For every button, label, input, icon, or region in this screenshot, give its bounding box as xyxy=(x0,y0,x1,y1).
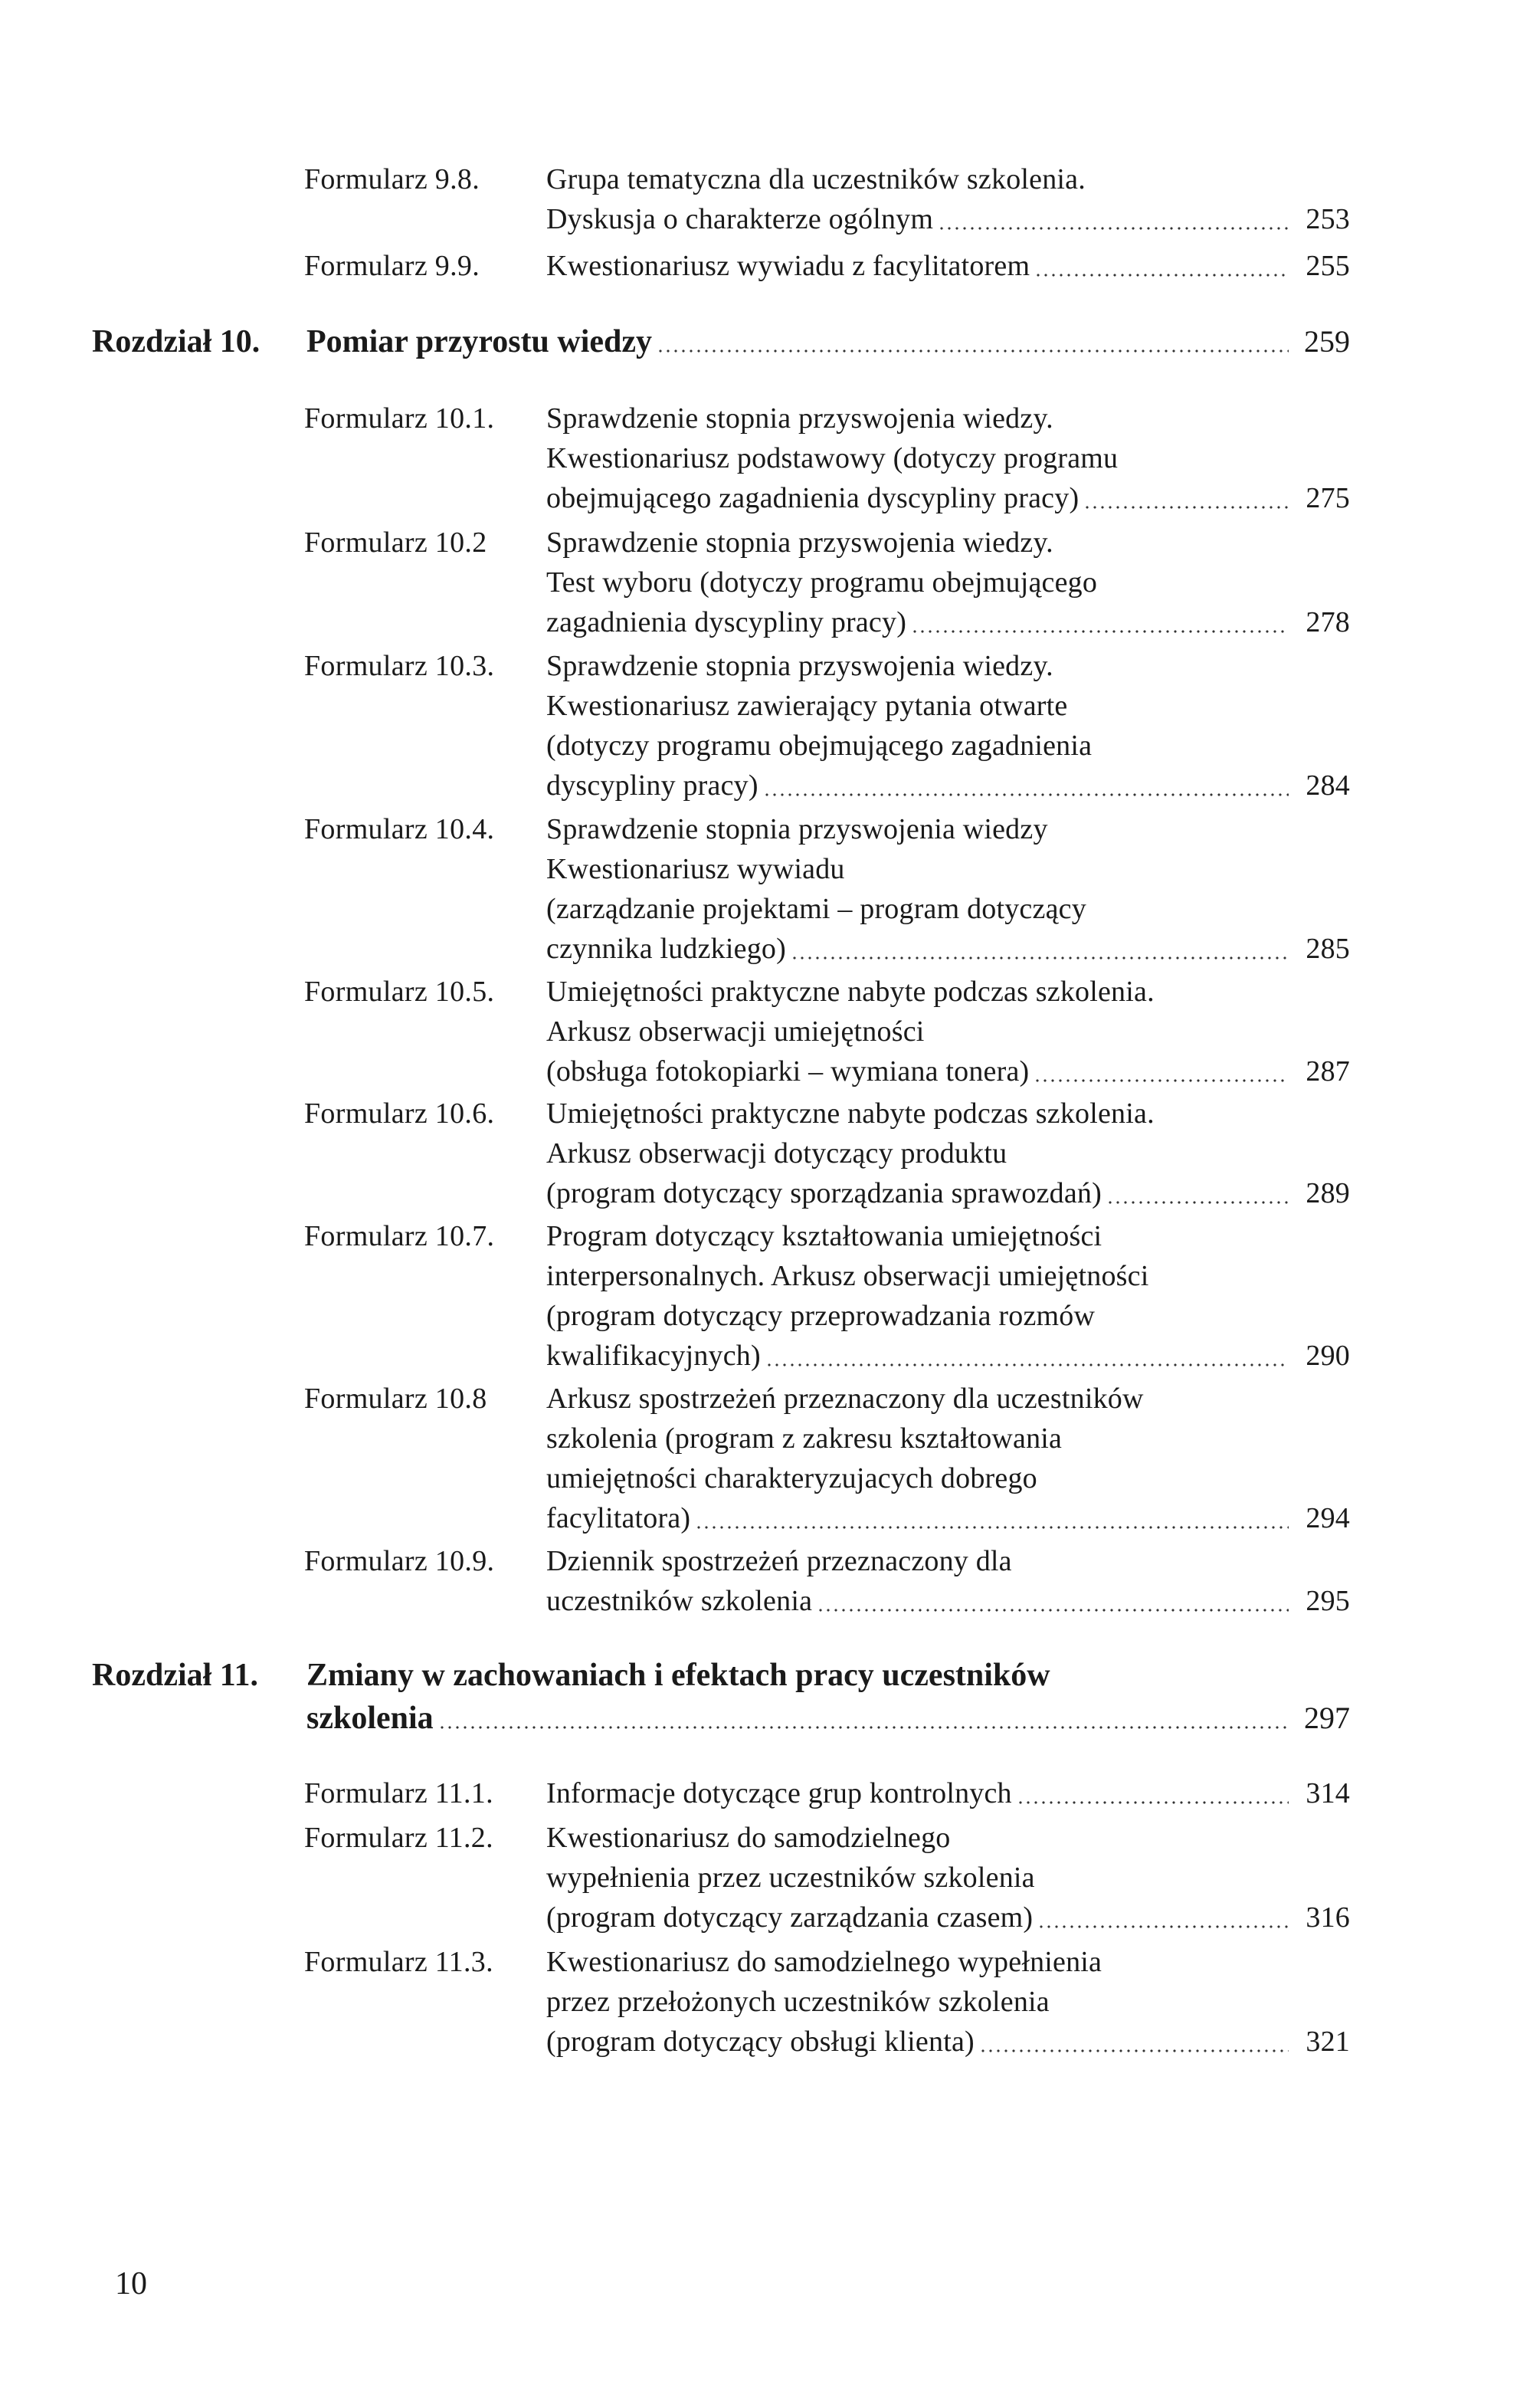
page-number: 314 xyxy=(1306,1777,1350,1809)
entry-title xyxy=(546,1379,1350,1538)
entry-label: Formularz 10.3. xyxy=(304,650,495,682)
entry-title-line: uczestników szkolenia xyxy=(546,1585,813,1617)
entry-title xyxy=(546,1818,1350,1937)
entry-title xyxy=(546,523,1350,642)
page-number: 297 xyxy=(1304,1701,1350,1735)
entry-title-line: Program dotyczący kształtowania umiejętności xyxy=(546,1220,1102,1252)
entry-label: Formularz 10.2 xyxy=(304,527,487,559)
dot-leader xyxy=(938,224,1289,233)
dot-leader xyxy=(657,346,1289,356)
entry-title-line: (program dotyczący zarządzania czasem) xyxy=(546,1901,1034,1934)
page-number: 321 xyxy=(1306,2026,1350,2058)
page-number: 285 xyxy=(1306,933,1350,965)
entry-title xyxy=(546,972,1350,1091)
dot-leader xyxy=(911,627,1289,636)
entry-title-line: (obsługa fotokopiarki – wymiana tonera) xyxy=(546,1055,1030,1088)
entry-title-line: Arkusz spostrzeżeń przeznaczony dla uczestników xyxy=(546,1383,1144,1415)
dot-leader xyxy=(1034,1076,1289,1085)
entry-label: Formularz 9.8. xyxy=(304,163,480,195)
entry-label: Formularz 9.9. xyxy=(304,250,480,282)
dot-leader xyxy=(695,1523,1289,1532)
dot-leader xyxy=(1017,1798,1289,1807)
entry-title-line: obejmującego zagadnienia dyscypliny pracy) xyxy=(546,482,1080,514)
entry-title xyxy=(546,1773,1350,1813)
entry-title-line: interpersonalnych. Arkusz obserwacji umiejętności xyxy=(546,1260,1149,1292)
entry-label: Formularz 10.7. xyxy=(304,1220,495,1252)
entry-label: Formularz 10.4. xyxy=(304,813,495,845)
page-number: 275 xyxy=(1306,482,1350,514)
entry-title xyxy=(546,1942,1350,2062)
entry-title-line: dyscypliny pracy) xyxy=(546,769,758,802)
entry-title-line: Sprawdzenie stopnia przyswojenia wiedzy xyxy=(546,813,1048,845)
entry-title-line: Sprawdzenie stopnia przyswojenia wiedzy. xyxy=(546,402,1053,435)
entry-title-line: Kwestionariusz do samodzielnego wypełnienia xyxy=(546,1946,1102,1978)
entry-title-line: Kwestionariusz zawierający pytania otwarte xyxy=(546,690,1068,722)
entry-title-line: Test wyboru (dotyczy programu obejmującego xyxy=(546,566,1098,599)
entry-title-line: Sprawdzenie stopnia przyswojenia wiedzy. xyxy=(546,650,1053,682)
entry-title xyxy=(546,1094,1350,1213)
page-number: 255 xyxy=(1306,250,1350,282)
entry-title xyxy=(546,646,1350,805)
entry-title-line: (zarządzanie projektami – program dotyczący xyxy=(546,893,1086,925)
entry-label: Formularz 10.9. xyxy=(304,1545,495,1577)
entry-label: Formularz 11.3. xyxy=(304,1946,493,1978)
entry-title xyxy=(546,1541,1350,1621)
entry-title-line: Sprawdzenie stopnia przyswojenia wiedzy. xyxy=(546,527,1053,559)
entry-title-line: Dyskusja o charakterze ogólnym xyxy=(546,203,934,235)
entry-title-line: czynnika ludzkiego) xyxy=(546,933,786,965)
entry-title-line: Kwestionariusz podstawowy (dotyczy programu xyxy=(546,442,1119,474)
entry-title-line: facylitatora) xyxy=(546,1502,691,1534)
entry-title-line: Umiejętności praktyczne nabyte podczas szkolenia. xyxy=(546,976,1155,1008)
chapter-title: szkolenia xyxy=(306,1701,434,1736)
entry-title-line: Dziennik spostrzeżeń przeznaczony dla xyxy=(546,1545,1012,1577)
entry-title-line: Umiejętności praktyczne nabyte podczas szkolenia. xyxy=(546,1097,1155,1130)
entry-title-line: (program dotyczący przeprowadzania rozmów xyxy=(546,1300,1096,1332)
entry-title xyxy=(546,1216,1350,1376)
entry-title-line: szkolenia (program z zakresu kształtowania xyxy=(546,1422,1063,1455)
dot-leader xyxy=(979,2046,1289,2055)
dot-leader xyxy=(1034,271,1289,280)
entry-title-line: wypełnienia przez uczestników szkolenia xyxy=(546,1862,1035,1894)
entry-label: Formularz 10.8 xyxy=(304,1383,487,1415)
entry-label: Formularz 11.2. xyxy=(304,1822,493,1854)
page-number: 316 xyxy=(1306,1901,1350,1934)
entry-title-line: Arkusz obserwacji umiejętności xyxy=(546,1015,925,1048)
entry-title xyxy=(546,159,1350,239)
page-number: 253 xyxy=(1306,203,1350,235)
entry-title-line: przez przełożonych uczestników szkolenia xyxy=(546,1986,1050,2018)
entry-title-line: Grupa tematyczna dla uczestników szkolenia. xyxy=(546,163,1086,195)
entry-title-line: (dotyczy programu obejmującego zagadnienia xyxy=(546,730,1093,762)
page-number: 295 xyxy=(1306,1585,1350,1617)
chapter-title: Zmiany w zachowaniach i efektach pracy uczestników xyxy=(306,1658,1050,1693)
dot-leader xyxy=(1037,1922,1289,1931)
dot-leader xyxy=(438,1723,1289,1732)
page-number: 278 xyxy=(1306,606,1350,638)
dot-leader xyxy=(1106,1198,1289,1207)
entry-title-line: (program dotyczący obsługi klienta) xyxy=(546,2026,975,2058)
page-number: 287 xyxy=(1306,1055,1350,1088)
dot-leader xyxy=(817,1606,1289,1615)
entry-label: Formularz 10.5. xyxy=(304,976,495,1008)
entry-title-line: umiejętności charakteryzujacych dobrego xyxy=(546,1462,1037,1494)
entry-title-line: kwalifikacyjnych) xyxy=(546,1340,761,1372)
entry-label: Formularz 10.1. xyxy=(304,402,495,435)
entry-title xyxy=(546,809,1350,969)
entry-title-line: (program dotyczący sporządzania sprawozdań) xyxy=(546,1177,1102,1209)
dot-leader xyxy=(763,790,1289,799)
page-number: 289 xyxy=(1306,1177,1350,1209)
page-number: 284 xyxy=(1306,769,1350,802)
page-number: 259 xyxy=(1304,324,1350,359)
chapter-title: Pomiar przyrostu wiedzy xyxy=(306,324,653,359)
dot-leader xyxy=(1083,503,1289,512)
page-number: 294 xyxy=(1306,1502,1350,1534)
entry-title-line: Arkusz obserwacji dotyczący produktu xyxy=(546,1137,1007,1170)
chapter-label: Rozdział 10. xyxy=(92,324,260,359)
dot-leader xyxy=(765,1360,1289,1370)
page-number: 290 xyxy=(1306,1340,1350,1372)
entry-label: Formularz 10.6. xyxy=(304,1097,495,1130)
entry-title-line: zagadnienia dyscypliny pracy) xyxy=(546,606,907,638)
chapter-label: Rozdział 11. xyxy=(92,1658,258,1693)
entry-title xyxy=(546,246,1350,286)
entry-title-line: Kwestionariusz wywiadu xyxy=(546,853,845,885)
entry-title xyxy=(546,399,1350,518)
entry-title-line: Informacje dotyczące grup kontrolnych xyxy=(546,1777,1012,1809)
entry-title-line: Kwestionariusz do samodzielnego xyxy=(546,1822,951,1854)
dot-leader xyxy=(791,953,1289,963)
page-folio: 10 xyxy=(115,2266,147,2301)
entry-label: Formularz 11.1. xyxy=(304,1777,493,1809)
entry-title-line: Kwestionariusz wywiadu z facylitatorem xyxy=(546,250,1030,282)
